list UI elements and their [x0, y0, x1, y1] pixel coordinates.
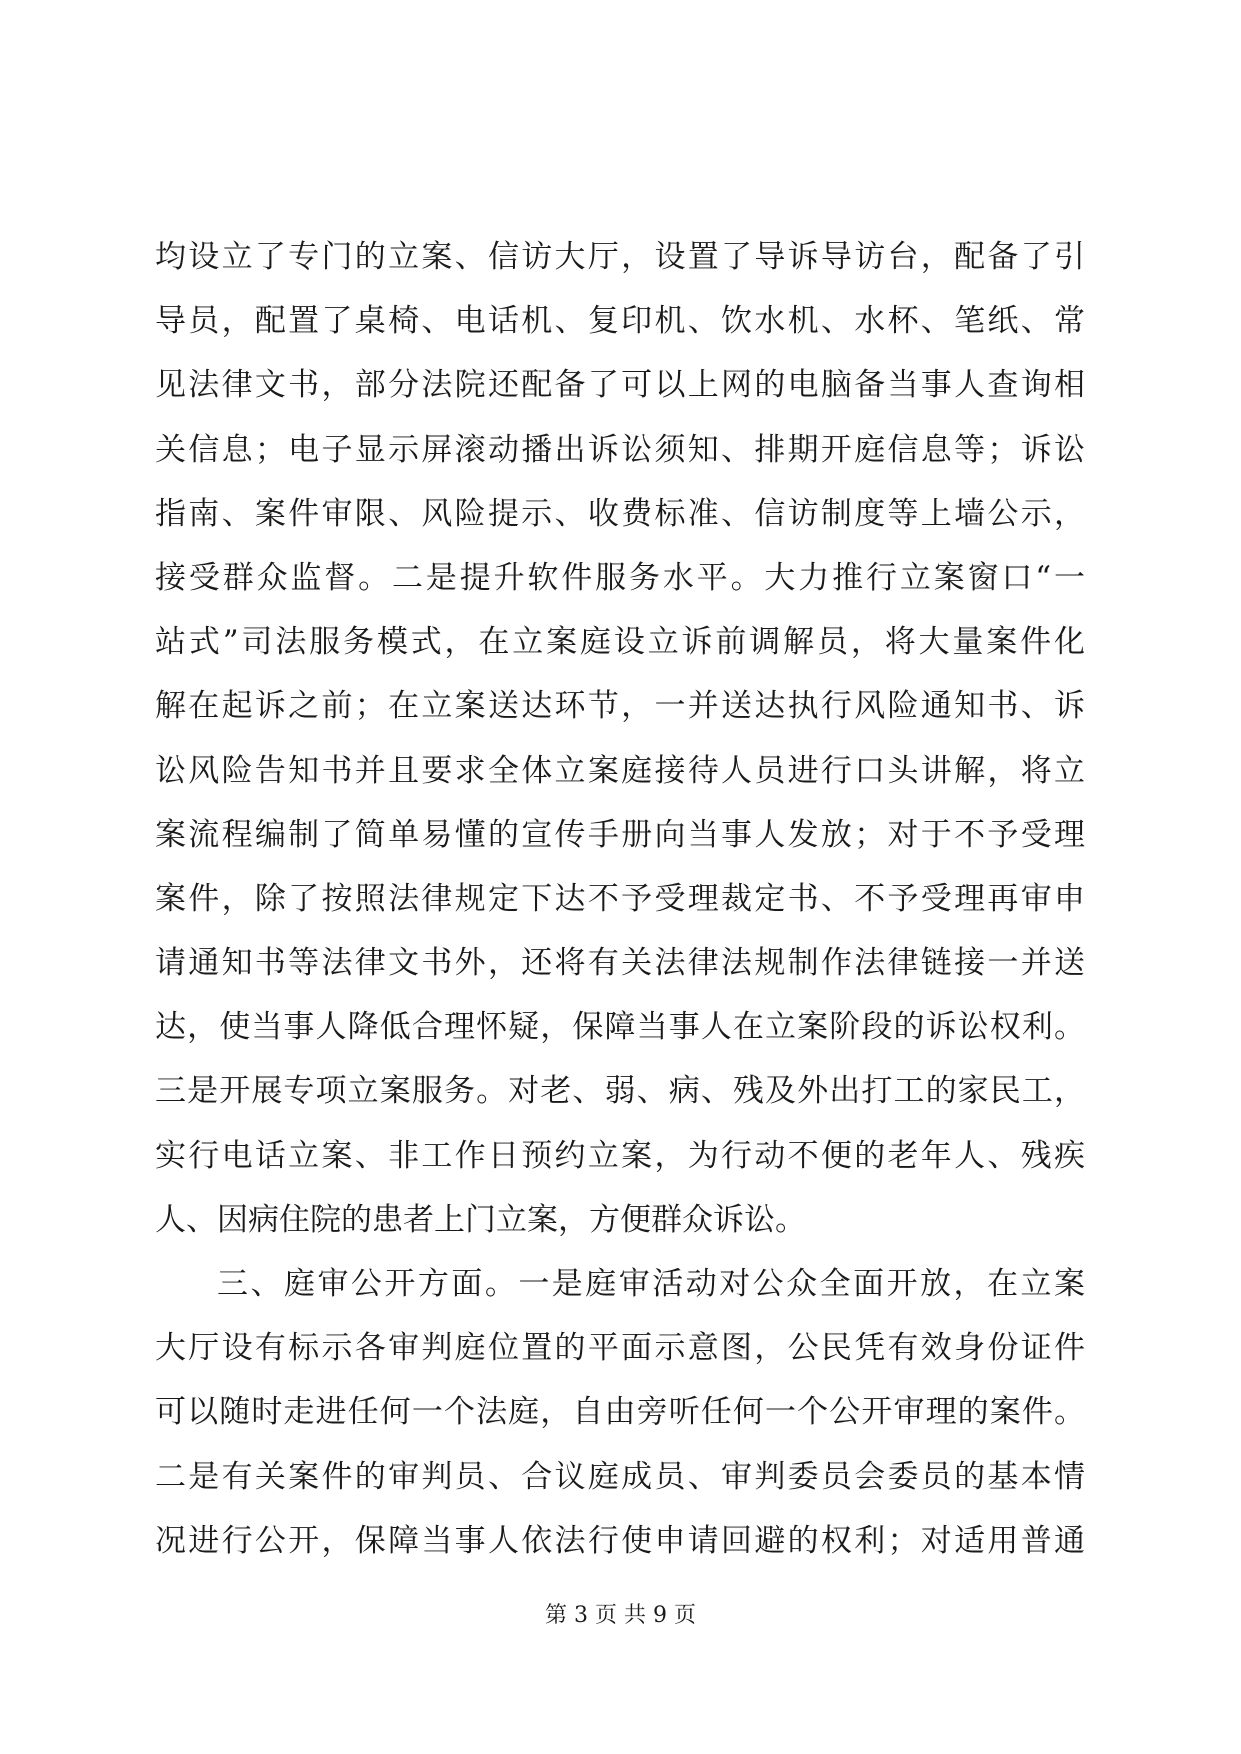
text-line: 案件，除了按照法律规定下达不予受理裁定书、不予受理再审申 [155, 880, 1085, 917]
text-line: 案流程编制了简单易懂的宣传手册向当事人发放；对于不予受理 [155, 816, 1085, 853]
page-number-label: 第 3 页 共 9 页 [545, 1603, 696, 1628]
paragraph-heading-line: 三、庭审公开方面。一是庭审活动对公众全面开放，在立案 [217, 1266, 1085, 1302]
page-footer [0, 1598, 1241, 1629]
text-line: 接受群众监督。二是提升软件服务水平。大力推行立案窗口“一 [155, 559, 1085, 596]
text-line: 导员，配置了桌椅、电话机、复印机、饮水机、水杯、笔纸、常 [155, 303, 1085, 340]
text-line: 二是有关案件的审判员、合议庭成员、审判委员会委员的基本情 [155, 1458, 1085, 1495]
body-text [155, 225, 1085, 1573]
text-line: 关信息；电子显示屏滚动播出诉讼须知、排期开庭信息等；诉讼 [155, 431, 1085, 468]
text-line: 见法律文书，部分法院还配备了可以上网的电脑备当事人查询相 [155, 367, 1085, 404]
text-line: 均设立了专门的立案、信访大厅，设置了导诉导访台，配备了引 [155, 239, 1085, 275]
text-line: 实行电话立案、非工作日预约立案，为行动不便的老年人、残疾 [155, 1137, 1085, 1174]
text-line: 人、因病住院的患者上门立案，方便群众诉讼。 [155, 1201, 806, 1238]
text-line: 站式”司法服务模式，在立案庭设立诉前调解员，将大量案件化 [155, 624, 1085, 661]
text-line: 请通知书等法律文书外，还将有关法律法规制作法律链接一并送 [155, 945, 1085, 982]
text-line: 三是开展专项立案服务。对老、弱、病、残及外出打工的家民工， [155, 1073, 1085, 1110]
text-line: 解在起诉之前；在立案送达环节，一并送达执行风险通知书、诉 [155, 688, 1085, 725]
text-line: 可以随时走进任何一个法庭，自由旁听任何一个公开审理的案件。 [155, 1394, 1085, 1431]
text-line: 大厅设有标示各审判庭位置的平面示意图，公民凭有效身份证件 [155, 1330, 1085, 1367]
text-line: 况进行公开，保障当事人依法行使申请回避的权利；对适用普通 [155, 1522, 1085, 1559]
text-line: 指南、案件审限、风险提示、收费标准、信访制度等上墙公示， [155, 495, 1085, 532]
text-line: 讼风险告知书并且要求全体立案庭接待人员进行口头讲解，将立 [155, 752, 1085, 789]
text-line: 达，使当事人降低合理怀疑，保障当事人在立案阶段的诉讼权利。 [155, 1009, 1085, 1046]
